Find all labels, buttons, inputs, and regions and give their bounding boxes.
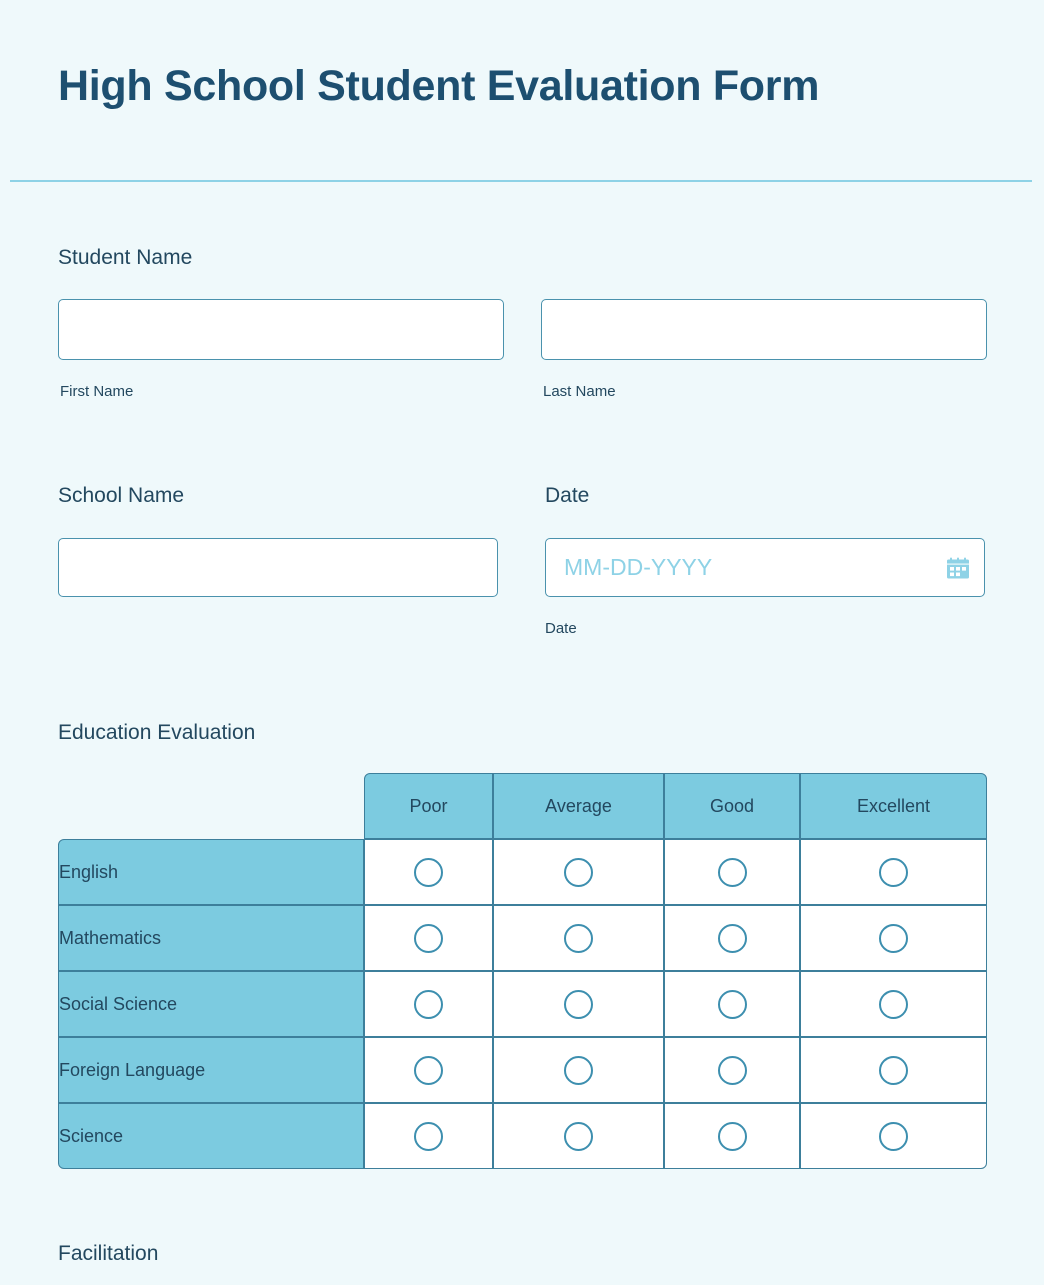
date-sub-label: Date (545, 620, 577, 637)
radio-cell-mathematics-good[interactable] (664, 905, 800, 971)
table-header (58, 773, 987, 839)
row-label-english: English (58, 839, 364, 905)
radio-button[interactable] (564, 858, 593, 887)
radio-button[interactable] (879, 990, 908, 1019)
radio-cell-social-science-excellent[interactable] (800, 971, 987, 1037)
table-row (58, 1037, 987, 1103)
radio-cell-social-science-good[interactable] (664, 971, 800, 1037)
radio-cell-mathematics-excellent[interactable] (800, 905, 987, 971)
row-label-science: Science (58, 1103, 364, 1169)
student-name-label: Student Name (58, 246, 193, 269)
table-row (58, 905, 987, 971)
radio-cell-foreign-language-poor[interactable] (364, 1037, 493, 1103)
radio-cell-science-good[interactable] (664, 1103, 800, 1169)
radio-button[interactable] (414, 1122, 443, 1151)
radio-button[interactable] (879, 1056, 908, 1085)
first-name-sub-label: First Name (60, 383, 134, 400)
radio-button[interactable] (879, 1122, 908, 1151)
radio-cell-mathematics-average[interactable] (493, 905, 664, 971)
radio-button[interactable] (718, 1122, 747, 1151)
column-header-average: Average (493, 773, 664, 839)
radio-button[interactable] (414, 924, 443, 953)
radio-cell-social-science-poor[interactable] (364, 971, 493, 1037)
radio-button[interactable] (879, 924, 908, 953)
row-label-mathematics: Mathematics (58, 905, 364, 971)
radio-button[interactable] (414, 858, 443, 887)
school-name-label: School Name (58, 484, 185, 507)
row-label-social-science: Social Science (58, 971, 364, 1037)
evaluation-table (58, 773, 987, 1169)
school-name-input[interactable] (58, 538, 498, 597)
radio-button[interactable] (879, 858, 908, 887)
radio-cell-foreign-language-average[interactable] (493, 1037, 664, 1103)
date-field-wrapper (545, 538, 985, 597)
column-header-poor: Poor (364, 773, 493, 839)
date-label: Date (545, 484, 590, 507)
table-row (58, 971, 987, 1037)
radio-button[interactable] (564, 1056, 593, 1085)
radio-button[interactable] (564, 1122, 593, 1151)
radio-cell-mathematics-poor[interactable] (364, 905, 493, 971)
table-header-row (58, 773, 987, 839)
title-divider (10, 180, 1032, 182)
radio-button[interactable] (564, 924, 593, 953)
radio-button[interactable] (414, 1056, 443, 1085)
table-body (58, 839, 987, 1169)
education-evaluation-label: Education Evaluation (58, 721, 256, 744)
education-evaluation-matrix (58, 773, 987, 1169)
radio-cell-english-average[interactable] (493, 839, 664, 905)
date-input[interactable] (545, 538, 985, 597)
radio-button[interactable] (718, 858, 747, 887)
corner-cell (58, 773, 364, 839)
facilitation-label: Facilitation (58, 1242, 159, 1265)
radio-button[interactable] (564, 990, 593, 1019)
column-header-excellent: Excellent (800, 773, 987, 839)
first-name-input[interactable] (58, 299, 504, 360)
row-label-foreign-language: Foreign Language (58, 1037, 364, 1103)
radio-button[interactable] (718, 924, 747, 953)
radio-cell-science-average[interactable] (493, 1103, 664, 1169)
last-name-sub-label: Last Name (543, 383, 616, 400)
radio-button[interactable] (718, 990, 747, 1019)
last-name-input[interactable] (541, 299, 987, 360)
radio-cell-social-science-average[interactable] (493, 971, 664, 1037)
table-row (58, 1103, 987, 1169)
radio-button[interactable] (414, 990, 443, 1019)
radio-cell-english-good[interactable] (664, 839, 800, 905)
column-header-good: Good (664, 773, 800, 839)
radio-cell-science-poor[interactable] (364, 1103, 493, 1169)
radio-cell-english-poor[interactable] (364, 839, 493, 905)
page-title: High School Student Evaluation Form (58, 62, 820, 110)
radio-cell-foreign-language-good[interactable] (664, 1037, 800, 1103)
table-row (58, 839, 987, 905)
radio-cell-english-excellent[interactable] (800, 839, 987, 905)
radio-cell-foreign-language-excellent[interactable] (800, 1037, 987, 1103)
radio-cell-science-excellent[interactable] (800, 1103, 987, 1169)
radio-button[interactable] (718, 1056, 747, 1085)
